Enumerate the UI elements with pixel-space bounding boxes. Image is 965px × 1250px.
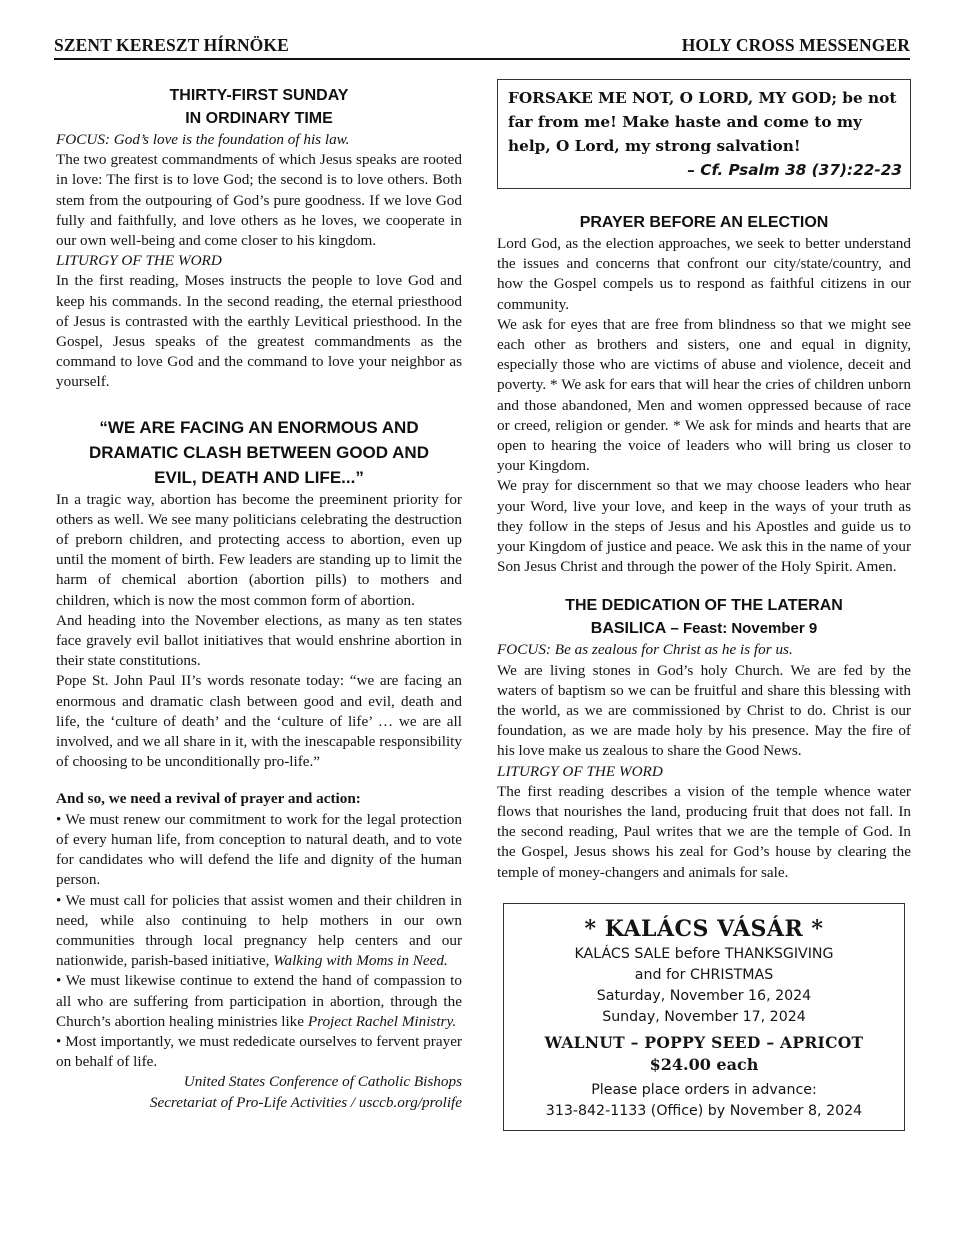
sale-line-2: and for CHRISTMAS xyxy=(634,966,774,983)
sale-orders-line-2: 313-842-1133 (Office) by November 8, 2024 xyxy=(545,1102,863,1119)
prayer-paragraph-2: We ask for eyes that are free from blindness so that we might see each other as brothers and sisters, one and equal in dignity, especially those who are victims of abuse and violence, deceit and poverty. * We ask for ears that will hear the cries of children unborn and those abandoned, Men and women oppressed because of race or creed, religion or gender. * We ask for minds and hearts that are open to hearing the voice of leaders who will bring us closer to your Kingdom. xyxy=(497,315,911,475)
sale-flavors: WALNUT – POPPY SEED – APRICOT xyxy=(544,1032,864,1052)
signature-line-1: United States Conference of Catholic Bishops xyxy=(183,1073,462,1091)
action-bullet: • Most importantly, we must rededicate ourselves to fervent prayer on behalf of life. xyxy=(56,1032,462,1071)
clash-paragraph-3: Pope St. John Paul II’s words resonate today: “we are facing an enormous and dramatic clash between good and evil, death and life, the ‘culture of death’ and the ‘culture of life’ … we are all involved, and we all share in it, with the inescapable responsibility of choosing to be unconditionally pro-life.” xyxy=(56,672,462,771)
sunday-title-line-2: IN ORDINARY TIME xyxy=(185,110,333,127)
action-heading: And so, we need a revival of prayer and action: xyxy=(56,790,361,808)
psalm-quote-text: FORSAKE ME NOT, O LORD, MY GOD; be not far from me! Make haste and come to my help, O Lord, my strong salvation! xyxy=(508,89,897,155)
kalacs-sale-box xyxy=(503,903,905,1131)
clash-title-line-1: “WE ARE FACING AN ENORMOUS AND xyxy=(99,417,419,437)
action-bullet: • We must call for policies that assist women and their children in need, while also continuing to help mothers in our own communities through local pregnancy help centers and our nationwide, parish-based initiative, Walking with Moms in Need. xyxy=(56,891,462,970)
sunday-liturgy-text: In the first reading, Moses instructs the people to love God and keep his commands. In the second reading, the eternal priesthood of Jesus is contrasted with the earthly Levitical priesthood. In the Gospel, Jesus speaks of the greatest commandments as the command to love God and the command to love your neighbor as yourself. xyxy=(56,272,462,391)
lateran-title-line-2: BASILICA – Feast: November 9 xyxy=(590,620,818,638)
psalm-quote-box xyxy=(497,79,911,189)
election-prayer-title: PRAYER BEFORE AN ELECTION xyxy=(579,214,829,231)
signature-line-2: Secretariat of Pro-Life Activities / usccb.org/prolife xyxy=(149,1093,462,1111)
page-header xyxy=(54,35,910,59)
sale-line-1: KALÁCS SALE before THANKSGIVING xyxy=(574,945,834,962)
header-title-english: HOLY CROSS MESSENGER xyxy=(681,35,910,55)
prayer-paragraph-3: We pray for discernment so that we may choose leaders who hear your Word, live your love, and keep in the ways of your truth as they follow in the steps of Jesus and his Apostles and guide us to your Kingdom of justice and peace. We ask this in the name of your Son Jesus Christ and through the power of the Holy Spirit. Amen. xyxy=(497,477,911,576)
clash-article xyxy=(56,415,462,1113)
sale-date-1: Saturday, November 16, 2024 xyxy=(596,987,812,1004)
sunday-liturgy-label: LITURGY OF THE WORD xyxy=(56,252,222,270)
header-title-hungarian: SZENT KERESZT HÍRNÖKE xyxy=(54,35,289,55)
sale-orders-line-1: Please place orders in advance: xyxy=(591,1081,817,1098)
sunday-title-line-1: THIRTY-FIRST SUNDAY xyxy=(169,87,349,104)
lateran-title xyxy=(497,594,911,640)
lateran-liturgy-label: LITURGY OF THE WORD xyxy=(497,762,663,780)
sale-title: * KALÁCS VÁSÁR * xyxy=(584,915,824,942)
lateran-focus: FOCUS: Be as zealous for Christ as he is for us. xyxy=(497,641,793,659)
sunday-focus: FOCUS: God’s love is the foundation of his law. xyxy=(56,131,350,148)
prayer-paragraph-1: Lord God, as the election approaches, we seek to better understand the issues and concerns that confront our city/state/country, and how the Gospel compels us to respond as faithful citizens in our community. xyxy=(497,235,911,313)
lateran-title-line-1: THE DEDICATION OF THE LATERAN xyxy=(565,597,843,615)
right-column xyxy=(497,84,911,1131)
election-prayer xyxy=(497,211,911,577)
clash-paragraph-2: And heading into the November elections, as many as ten states face gravely evil ballot initiatives that would enshrine abortion in their state constitutions. xyxy=(56,611,462,670)
clash-paragraph-1: In a tragic way, abortion has become the preeminent priority for others as well. We see many politicians celebrating the destruction of preborn children, and protecting access to abortion, even up until the moment of birth. Few leaders are standing up to limit the harm of chemical abortion (abortion pills) to mothers and children, which is now the most common form of abortion. xyxy=(56,490,462,609)
lateran-intro: We are living stones in God’s holy Church. We are fed by the waters of baptism so we can be fruitful and share this blessing with the world, as we are commissioned by Christ to do. Christ is our foundation, as we are made holy by his presence. May the fire of his love make us zealous to share the Good News. xyxy=(497,661,911,760)
sale-date-2: Sunday, November 17, 2024 xyxy=(602,1008,806,1025)
action-bullet: • We must renew our commitment to work for the legal protection of every human life, from conception to natural death, and to vote for candidates who will defend the life and dignity of the human person. xyxy=(56,810,462,889)
psalm-citation: – Cf. Psalm 38 (37):22-23 xyxy=(687,161,902,179)
clash-title-line-3: EVIL, DEATH AND LIFE...” xyxy=(154,467,364,487)
lateran-article xyxy=(497,594,911,882)
header-divider xyxy=(54,58,910,60)
lateran-liturgy-text: The first reading describes a vision of the temple whence water flows that nourishes the land, producing fruit that does not fall. In the second reading, Paul writes that we are the temple of God. In the Gospel, Jesus shows his zeal for God’s house by clearing the temple of money-changers and animals for sale. xyxy=(497,782,911,881)
clash-title-line-2: DRAMATIC CLASH BETWEEN GOOD AND xyxy=(89,442,429,462)
sunday-title xyxy=(56,84,462,130)
sunday-intro: The two greatest commandments of which Jesus speaks are rooted in love: The first is to love God; the second is to love others. Both stem from the outpouring of God’s pure goodness. If we love God fully and faithfully, and love others as he loves, we cooperate in our own well-being and come closer to his kingdom. xyxy=(56,151,462,250)
action-bullet: • We must likewise continue to extend the hand of compassion to all who are suffering from participation in abortion, through the Church’s abortion healing ministries like Project Rachel Ministry. xyxy=(56,972,462,1030)
sale-price: $24.00 each xyxy=(649,1054,759,1074)
left-column xyxy=(56,84,462,1113)
clash-title xyxy=(56,415,462,490)
sunday-article xyxy=(56,84,462,393)
